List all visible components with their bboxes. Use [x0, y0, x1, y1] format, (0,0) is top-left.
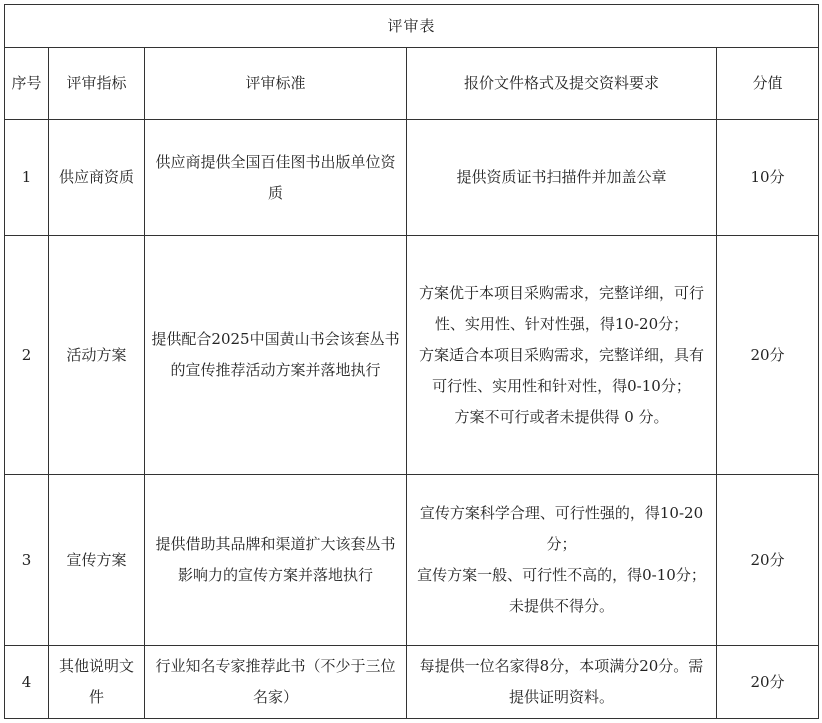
evaluation-table — [4, 4, 819, 719]
requirement-line: 方案适合本项目采购需求，完整详细，具有可行性、实用性和针对性，得0-10分； — [418, 345, 704, 395]
row-criteria: 活动方案 — [49, 236, 145, 475]
header-criteria: 评审指标 — [49, 48, 145, 120]
requirement-line: 宣传方案科学合理、可行性强的，得10-20分； — [419, 504, 704, 553]
row-criteria: 宣传方案 — [49, 475, 145, 646]
header-requirement: 报价文件格式及提交资料要求 — [407, 48, 717, 120]
requirement-line: 未提供不得分。 — [508, 597, 614, 615]
row-score: 20分 — [717, 646, 819, 719]
requirement-line: 方案优于本项目采购需求，完整详细，可行性、实用性、针对性强，得10-20分； — [418, 283, 704, 333]
table-row — [5, 475, 819, 646]
row-index: 2 — [5, 236, 49, 475]
row-score: 10分 — [717, 120, 819, 236]
requirement-line: 每提供一位名家得8分，本项满分20分。需提供证明资料。 — [419, 657, 704, 706]
row-requirement — [407, 120, 717, 236]
header-score: 分值 — [717, 48, 819, 120]
header-index: 序号 — [5, 48, 49, 120]
table-row — [5, 120, 819, 236]
row-requirement — [407, 646, 717, 719]
row-standard: 提供配合2025中国黄山书会该套丛书的宣传推荐活动方案并落地执行 — [145, 236, 407, 475]
row-score: 20分 — [717, 475, 819, 646]
table-title-row — [5, 5, 819, 48]
requirement-line: 宣传方案一般、可行性不高的，得0-10分； — [417, 566, 706, 584]
row-standard: 供应商提供全国百佳图书出版单位资质 — [145, 120, 407, 236]
row-standard: 行业知名专家推荐此书（不少于三位名家） — [145, 646, 407, 719]
row-requirement — [407, 475, 717, 646]
row-criteria: 供应商资质 — [49, 120, 145, 236]
table-header-row — [5, 48, 819, 120]
row-index: 1 — [5, 120, 49, 236]
table-row — [5, 236, 819, 475]
header-standard: 评审标准 — [145, 48, 407, 120]
table-row — [5, 646, 819, 719]
row-index: 3 — [5, 475, 49, 646]
requirement-line: 方案不可行或者未提供得 0 分。 — [454, 407, 669, 426]
row-score: 20分 — [717, 236, 819, 475]
row-standard: 提供借助其品牌和渠道扩大该套丛书影响力的宣传方案并落地执行 — [145, 475, 407, 646]
row-index: 4 — [5, 646, 49, 719]
row-criteria: 其他说明文件 — [49, 646, 145, 719]
row-requirement — [407, 236, 717, 475]
table-title: 评审表 — [5, 5, 819, 48]
requirement-line: 提供资质证书扫描件并加盖公章 — [456, 168, 667, 186]
